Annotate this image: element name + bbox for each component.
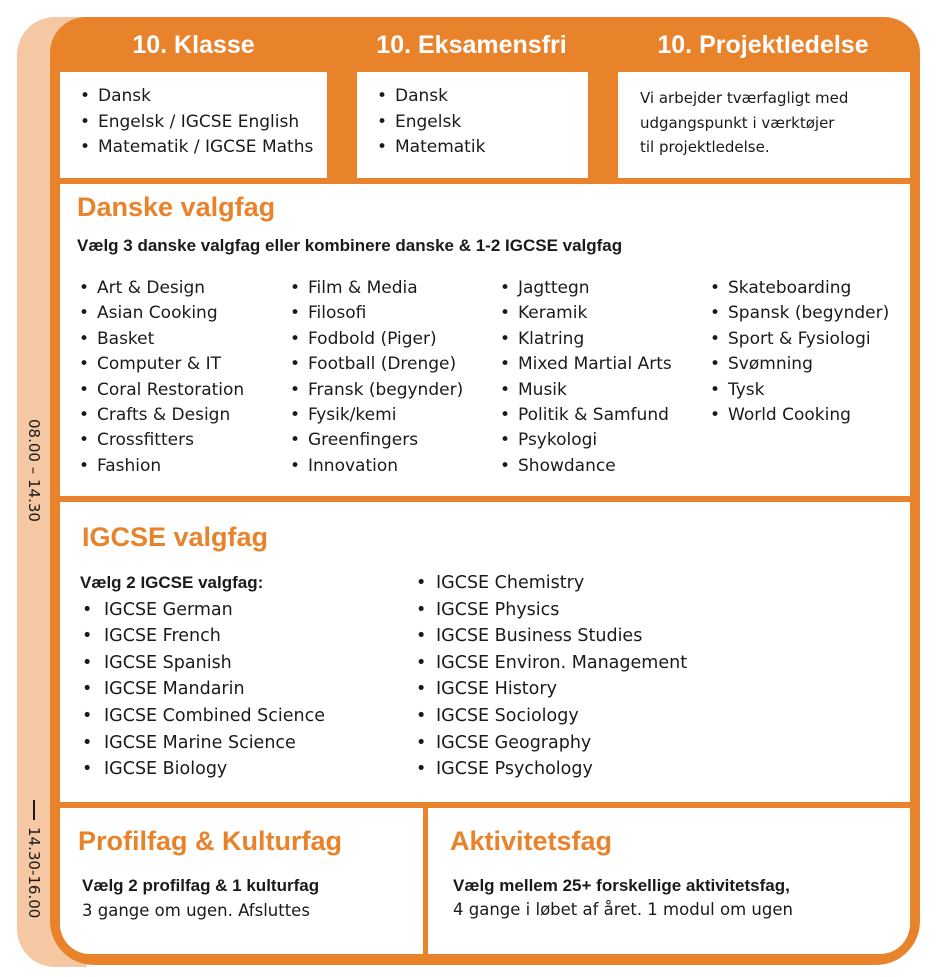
list-item: • Keramik xyxy=(498,301,672,326)
list-item: • IGCSE Psychology xyxy=(416,756,687,783)
aktivitetsfag-section xyxy=(428,808,910,954)
list-item: • Crafts & Design xyxy=(77,403,244,428)
profilfag-subtitle: Vælg 2 profilfag & 1 kulturfag xyxy=(82,876,320,895)
description-line: udgangspunkt i værktøjer xyxy=(640,113,835,132)
list-item: • Fysik/kemi xyxy=(288,403,463,428)
list-item: • Engelsk / IGCSE English xyxy=(78,110,313,136)
danske-column-2 xyxy=(288,276,463,479)
eksamensfri-subject-list xyxy=(375,84,485,161)
list-item: • IGCSE Marine Science xyxy=(80,730,325,757)
list-item: • Jagttegn xyxy=(498,276,672,301)
list-item: • Filosofi xyxy=(288,301,463,326)
description-line: til projektledelse. xyxy=(640,138,770,156)
list-item: • Politik & Samfund xyxy=(498,403,672,428)
list-item: • Engelsk xyxy=(375,110,485,136)
list-item: • Coral Restoration xyxy=(77,378,244,403)
list-item: • Matematik / IGCSE Maths xyxy=(78,135,313,161)
projektledelse-box xyxy=(618,72,910,178)
list-item: • Showdance xyxy=(498,454,672,479)
time-label-morning: 08.00 – 14.30 xyxy=(25,418,43,522)
list-item: • IGCSE Mandarin xyxy=(80,676,325,703)
list-item: • IGCSE German xyxy=(80,597,325,624)
list-item: • IGCSE Geography xyxy=(416,730,687,757)
list-item: • Film & Media xyxy=(288,276,463,301)
list-item: • Fashion xyxy=(77,454,244,479)
list-item: • Skateboarding xyxy=(708,276,889,301)
list-item: • Musik xyxy=(498,378,672,403)
list-item: • Basket xyxy=(77,327,244,352)
list-item: • IGCSE Sociology xyxy=(416,703,687,730)
list-item: • Football (Drenge) xyxy=(288,352,463,377)
danske-valgfag-subtitle: Vælg 3 danske valgfag eller kombinere danske & 1-2 IGCSE valgfag xyxy=(77,236,623,255)
tab-title-10-projektledelse: 10. Projektledelse xyxy=(657,31,869,59)
timeline-divider xyxy=(33,800,35,820)
profilfag-title: Profilfag & Kulturfag xyxy=(78,826,342,856)
list-item: • Mixed Martial Arts xyxy=(498,352,672,377)
list-item: • Dansk xyxy=(78,84,313,110)
list-item: • Dansk xyxy=(375,84,485,110)
list-item: • Computer & IT xyxy=(77,352,244,377)
list-item: • Innovation xyxy=(288,454,463,479)
danske-column-4 xyxy=(708,276,889,428)
list-item: • IGCSE History xyxy=(416,676,687,703)
list-item: • IGCSE Chemistry xyxy=(416,570,687,597)
igcse-valgfag-title: IGCSE valgfag xyxy=(82,522,269,552)
list-item: • Crossfitters xyxy=(77,428,244,453)
list-item: • Matematik xyxy=(375,135,485,161)
igcse-column-left xyxy=(80,570,325,783)
list-item: • Asian Cooking xyxy=(77,301,244,326)
profilfag-section xyxy=(60,808,423,954)
list-item: • IGCSE Biology xyxy=(80,756,325,783)
list-item: • IGCSE Physics xyxy=(416,597,687,624)
list-item: • IGCSE French xyxy=(80,623,325,650)
list-item: • Spansk (begynder) xyxy=(708,301,889,326)
list-item: • IGCSE Environ. Management xyxy=(416,650,687,677)
list-item: • Fodbold (Piger) xyxy=(288,327,463,352)
list-item: • Psykologi xyxy=(498,428,672,453)
list-item: • Greenfingers xyxy=(288,428,463,453)
igcse-column-right xyxy=(416,570,687,783)
list-item: • IGCSE Spanish xyxy=(80,650,325,677)
list-item: • Klatring xyxy=(498,327,672,352)
time-label-afternoon: 14.30-16.00 xyxy=(25,827,43,919)
projektledelse-description xyxy=(640,86,880,160)
igcse-valgfag-section xyxy=(60,502,910,802)
aktivitetsfag-subtitle: Vælg mellem 25+ forskellige aktivitetsfag, xyxy=(453,876,790,895)
tab-title-10-klasse: 10. Klasse xyxy=(132,31,255,59)
klasse-subject-list xyxy=(78,84,313,161)
list-item: • Tysk xyxy=(708,378,889,403)
danske-column-3 xyxy=(498,276,672,479)
danske-valgfag-section xyxy=(60,184,910,496)
list-item: • Art & Design xyxy=(77,276,244,301)
profilfag-description: 3 gange om ugen. Afsluttes xyxy=(82,901,310,920)
tab-title-10-eksamensfri: 10. Eksamensfri xyxy=(376,31,567,59)
aktivitetsfag-description: 4 gange i løbet af året. 1 modul om ugen xyxy=(453,900,793,919)
aktivitetsfag-title: Aktivitetsfag xyxy=(450,826,613,856)
list-item: • Sport & Fysiologi xyxy=(708,327,889,352)
list-item: • Fransk (begynder) xyxy=(288,378,463,403)
klasse-subjects-box xyxy=(60,72,327,178)
description-line: Vi arbejder tværfagligt med xyxy=(640,89,849,107)
danske-column-1 xyxy=(77,276,244,479)
list-item: • IGCSE Business Studies xyxy=(416,623,687,650)
igcse-valgfag-subtitle: Vælg 2 IGCSE valgfag: xyxy=(80,573,264,592)
list-item: • Svømning xyxy=(708,352,889,377)
list-item: • World Cooking xyxy=(708,403,889,428)
danske-valgfag-title: Danske valgfag xyxy=(77,192,276,222)
eksamensfri-subjects-box xyxy=(357,72,588,178)
list-item: • IGCSE Combined Science xyxy=(80,703,325,730)
